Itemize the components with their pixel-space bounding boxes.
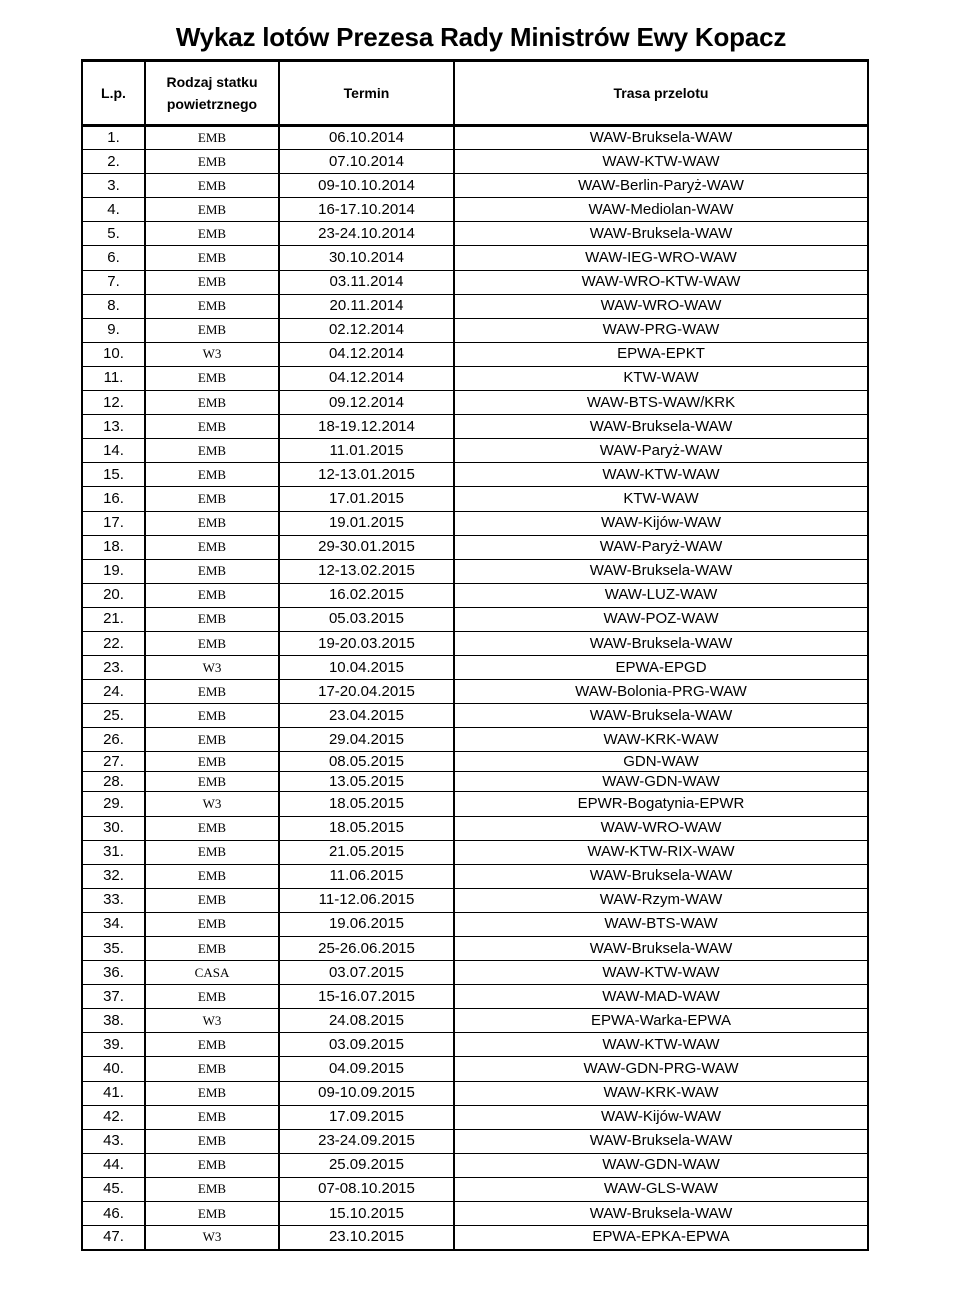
cell-route: WAW-Bruksela-WAW <box>454 1202 868 1226</box>
cell-lp: 36. <box>82 961 145 985</box>
cell-date: 19.06.2015 <box>279 912 454 936</box>
cell-date: 23.04.2015 <box>279 704 454 728</box>
cell-lp: 15. <box>82 463 145 487</box>
cell-aircraft-type: W3 <box>145 1226 279 1250</box>
cell-lp: 19. <box>82 559 145 583</box>
cell-date: 08.05.2015 <box>279 752 454 772</box>
page-title: Wykaz lotów Prezesa Rady Ministrów Ewy Kopacz <box>175 22 787 52</box>
cell-lp: 47. <box>82 1226 145 1250</box>
cell-route: WAW-Bruksela-WAW <box>454 864 868 888</box>
cell-date: 03.07.2015 <box>279 961 454 985</box>
cell-lp: 33. <box>82 888 145 912</box>
table-row <box>82 656 868 680</box>
cell-date: 04.12.2014 <box>279 342 454 366</box>
cell-lp: 28. <box>82 772 145 792</box>
cell-route: WAW-LUZ-WAW <box>454 583 868 607</box>
table-row <box>82 511 868 535</box>
table-row <box>82 1226 868 1250</box>
table-row <box>82 246 868 270</box>
table-row <box>82 294 868 318</box>
cell-lp: 46. <box>82 1202 145 1226</box>
cell-route: WAW-GDN-WAW <box>454 772 868 792</box>
cell-date: 12-13.01.2015 <box>279 463 454 487</box>
table-row <box>82 270 868 294</box>
cell-aircraft-type: EMB <box>145 174 279 198</box>
cell-aircraft-type: EMB <box>145 752 279 772</box>
cell-route: WAW-PRG-WAW <box>454 318 868 342</box>
cell-date: 15-16.07.2015 <box>279 985 454 1009</box>
cell-aircraft-type: EMB <box>145 487 279 511</box>
table-row <box>82 535 868 559</box>
cell-date: 29.04.2015 <box>279 728 454 752</box>
table-row <box>82 772 868 792</box>
cell-route: WAW-GDN-WAW <box>454 1153 868 1177</box>
cell-route: WAW-Berlin-Paryż-WAW <box>454 174 868 198</box>
cell-aircraft-type: EMB <box>145 937 279 961</box>
cell-lp: 20. <box>82 583 145 607</box>
cell-route: WAW-POZ-WAW <box>454 607 868 631</box>
cell-aircraft-type: EMB <box>145 439 279 463</box>
cell-date: 17.09.2015 <box>279 1105 454 1129</box>
cell-lp: 37. <box>82 985 145 1009</box>
cell-route: EPWA-EPKA-EPWA <box>454 1226 868 1250</box>
cell-date: 03.11.2014 <box>279 270 454 294</box>
cell-route: WAW-Bruksela-WAW <box>454 704 868 728</box>
cell-lp: 29. <box>82 792 145 816</box>
cell-route: EPWA-EPKT <box>454 342 868 366</box>
cell-aircraft-type: W3 <box>145 656 279 680</box>
cell-date: 13.05.2015 <box>279 772 454 792</box>
table-row <box>82 126 868 150</box>
table-row <box>82 840 868 864</box>
table-row <box>82 439 868 463</box>
cell-date: 24.08.2015 <box>279 1009 454 1033</box>
cell-route: GDN-WAW <box>454 752 868 772</box>
cell-aircraft-type: EMB <box>145 198 279 222</box>
cell-aircraft-type: EMB <box>145 559 279 583</box>
cell-route: WAW-Paryż-WAW <box>454 535 868 559</box>
cell-route: WAW-Rzym-WAW <box>454 888 868 912</box>
header-aircraft-type: Rodzaj statku powietrznego <box>145 61 279 126</box>
cell-aircraft-type: EMB <box>145 816 279 840</box>
table-row <box>82 680 868 704</box>
cell-lp: 39. <box>82 1033 145 1057</box>
cell-date: 11-12.06.2015 <box>279 888 454 912</box>
table-row <box>82 792 868 816</box>
table-row <box>82 752 868 772</box>
cell-date: 19.01.2015 <box>279 511 454 535</box>
cell-route: EPWR-Bogatynia-EPWR <box>454 792 868 816</box>
cell-date: 03.09.2015 <box>279 1033 454 1057</box>
cell-route: WAW-Bruksela-WAW <box>454 937 868 961</box>
cell-aircraft-type: EMB <box>145 511 279 535</box>
cell-route: WAW-GDN-PRG-WAW <box>454 1057 868 1081</box>
cell-route: WAW-MAD-WAW <box>454 985 868 1009</box>
cell-route: WAW-KTW-WAW <box>454 1033 868 1057</box>
cell-route: WAW-KTW-WAW <box>454 150 868 174</box>
cell-aircraft-type: EMB <box>145 150 279 174</box>
cell-lp: 44. <box>82 1153 145 1177</box>
header-date: Termin <box>279 61 454 126</box>
cell-route: WAW-WRO-KTW-WAW <box>454 270 868 294</box>
cell-aircraft-type: EMB <box>145 294 279 318</box>
cell-route: WAW-KRK-WAW <box>454 728 868 752</box>
cell-aircraft-type: EMB <box>145 222 279 246</box>
cell-date: 16-17.10.2014 <box>279 198 454 222</box>
cell-aircraft-type: EMB <box>145 1129 279 1153</box>
cell-route: WAW-KTW-RIX-WAW <box>454 840 868 864</box>
table-row <box>82 961 868 985</box>
cell-date: 23-24.09.2015 <box>279 1129 454 1153</box>
cell-date: 12-13.02.2015 <box>279 559 454 583</box>
cell-lp: 24. <box>82 680 145 704</box>
cell-lp: 41. <box>82 1081 145 1105</box>
cell-aircraft-type: EMB <box>145 391 279 415</box>
table-row <box>82 728 868 752</box>
cell-lp: 1. <box>82 126 145 150</box>
cell-date: 18.05.2015 <box>279 816 454 840</box>
cell-lp: 7. <box>82 270 145 294</box>
cell-lp: 30. <box>82 816 145 840</box>
table-row <box>82 1057 868 1081</box>
cell-aircraft-type: W3 <box>145 1009 279 1033</box>
cell-aircraft-type: W3 <box>145 792 279 816</box>
table-row <box>82 487 868 511</box>
cell-lp: 13. <box>82 415 145 439</box>
table-row <box>82 631 868 655</box>
cell-lp: 12. <box>82 391 145 415</box>
cell-aircraft-type: EMB <box>145 463 279 487</box>
cell-lp: 4. <box>82 198 145 222</box>
cell-route: WAW-Bruksela-WAW <box>454 559 868 583</box>
cell-route: EPWA-EPGD <box>454 656 868 680</box>
cell-aircraft-type: EMB <box>145 840 279 864</box>
cell-lp: 38. <box>82 1009 145 1033</box>
cell-aircraft-type: EMB <box>145 126 279 150</box>
cell-aircraft-type: EMB <box>145 912 279 936</box>
table-row <box>82 342 868 366</box>
table-row <box>82 1033 868 1057</box>
cell-date: 17-20.04.2015 <box>279 680 454 704</box>
cell-date: 02.12.2014 <box>279 318 454 342</box>
cell-lp: 32. <box>82 864 145 888</box>
table-row <box>82 1177 868 1201</box>
cell-route: WAW-WRO-WAW <box>454 816 868 840</box>
cell-date: 23-24.10.2014 <box>279 222 454 246</box>
table-row <box>82 816 868 840</box>
cell-aircraft-type: EMB <box>145 1153 279 1177</box>
table-row <box>82 607 868 631</box>
cell-route: WAW-GLS-WAW <box>454 1177 868 1201</box>
table-row <box>82 583 868 607</box>
cell-date: 04.09.2015 <box>279 1057 454 1081</box>
cell-date: 11.06.2015 <box>279 864 454 888</box>
header-lp: L.p. <box>82 61 145 126</box>
cell-aircraft-type: EMB <box>145 1177 279 1201</box>
cell-route: KTW-WAW <box>454 487 868 511</box>
cell-date: 07.10.2014 <box>279 150 454 174</box>
table-row <box>82 198 868 222</box>
cell-aircraft-type: W3 <box>145 342 279 366</box>
cell-lp: 9. <box>82 318 145 342</box>
table-row <box>82 1105 868 1129</box>
cell-route: WAW-KTW-WAW <box>454 463 868 487</box>
cell-aircraft-type: CASA <box>145 961 279 985</box>
table-row <box>82 985 868 1009</box>
table-body <box>82 126 868 1250</box>
cell-aircraft-type: EMB <box>145 535 279 559</box>
cell-aircraft-type: EMB <box>145 318 279 342</box>
cell-lp: 18. <box>82 535 145 559</box>
cell-lp: 31. <box>82 840 145 864</box>
cell-aircraft-type: EMB <box>145 864 279 888</box>
table-row <box>82 150 868 174</box>
cell-date: 06.10.2014 <box>279 126 454 150</box>
cell-route: WAW-Bruksela-WAW <box>454 631 868 655</box>
table-row <box>82 1153 868 1177</box>
table-row <box>82 888 868 912</box>
cell-date: 05.03.2015 <box>279 607 454 631</box>
cell-date: 20.11.2014 <box>279 294 454 318</box>
cell-aircraft-type: EMB <box>145 246 279 270</box>
cell-lp: 25. <box>82 704 145 728</box>
cell-date: 30.10.2014 <box>279 246 454 270</box>
cell-aircraft-type: EMB <box>145 888 279 912</box>
cell-lp: 14. <box>82 439 145 463</box>
cell-aircraft-type: EMB <box>145 772 279 792</box>
cell-aircraft-type: EMB <box>145 680 279 704</box>
cell-date: 29-30.01.2015 <box>279 535 454 559</box>
cell-lp: 34. <box>82 912 145 936</box>
cell-aircraft-type: EMB <box>145 1057 279 1081</box>
cell-route: WAW-BTS-WAW/KRK <box>454 391 868 415</box>
table-row <box>82 174 868 198</box>
cell-lp: 45. <box>82 1177 145 1201</box>
cell-aircraft-type: EMB <box>145 704 279 728</box>
cell-date: 16.02.2015 <box>279 583 454 607</box>
cell-aircraft-type: EMB <box>145 607 279 631</box>
cell-date: 18-19.12.2014 <box>279 415 454 439</box>
table-row <box>82 864 868 888</box>
table-row <box>82 463 868 487</box>
cell-date: 11.01.2015 <box>279 439 454 463</box>
cell-route: WAW-BTS-WAW <box>454 912 868 936</box>
cell-date: 09-10.10.2014 <box>279 174 454 198</box>
table-row <box>82 912 868 936</box>
cell-lp: 27. <box>82 752 145 772</box>
table-header-row <box>82 61 868 126</box>
cell-lp: 10. <box>82 342 145 366</box>
cell-lp: 11. <box>82 366 145 390</box>
header-route: Trasa przelotu <box>454 61 868 126</box>
cell-lp: 17. <box>82 511 145 535</box>
cell-route: WAW-KTW-WAW <box>454 961 868 985</box>
cell-route: WAW-Paryż-WAW <box>454 439 868 463</box>
cell-aircraft-type: EMB <box>145 1202 279 1226</box>
cell-route: WAW-Kijów-WAW <box>454 1105 868 1129</box>
cell-date: 19-20.03.2015 <box>279 631 454 655</box>
cell-aircraft-type: EMB <box>145 366 279 390</box>
cell-date: 17.01.2015 <box>279 487 454 511</box>
cell-aircraft-type: EMB <box>145 1105 279 1129</box>
cell-route: WAW-Bruksela-WAW <box>454 415 868 439</box>
cell-aircraft-type: EMB <box>145 270 279 294</box>
cell-aircraft-type: EMB <box>145 583 279 607</box>
cell-route: WAW-Mediolan-WAW <box>454 198 868 222</box>
table-row <box>82 704 868 728</box>
cell-route: WAW-Bruksela-WAW <box>454 222 868 246</box>
cell-aircraft-type: EMB <box>145 415 279 439</box>
table-row <box>82 1202 868 1226</box>
cell-date: 07-08.10.2015 <box>279 1177 454 1201</box>
cell-lp: 21. <box>82 607 145 631</box>
cell-aircraft-type: EMB <box>145 1033 279 1057</box>
cell-date: 10.04.2015 <box>279 656 454 680</box>
cell-route: WAW-KRK-WAW <box>454 1081 868 1105</box>
cell-lp: 6. <box>82 246 145 270</box>
cell-lp: 5. <box>82 222 145 246</box>
cell-lp: 42. <box>82 1105 145 1129</box>
cell-route: EPWA-Warka-EPWA <box>454 1009 868 1033</box>
cell-date: 09-10.09.2015 <box>279 1081 454 1105</box>
cell-route: KTW-WAW <box>454 366 868 390</box>
cell-route: WAW-IEG-WRO-WAW <box>454 246 868 270</box>
cell-lp: 3. <box>82 174 145 198</box>
table-row <box>82 366 868 390</box>
cell-date: 21.05.2015 <box>279 840 454 864</box>
table-row <box>82 415 868 439</box>
cell-lp: 16. <box>82 487 145 511</box>
flights-table <box>81 59 869 1251</box>
cell-date: 25-26.06.2015 <box>279 937 454 961</box>
cell-lp: 23. <box>82 656 145 680</box>
cell-route: WAW-Bolonia-PRG-WAW <box>454 680 868 704</box>
cell-route: WAW-Kijów-WAW <box>454 511 868 535</box>
cell-lp: 8. <box>82 294 145 318</box>
cell-lp: 2. <box>82 150 145 174</box>
cell-aircraft-type: EMB <box>145 985 279 1009</box>
table-row <box>82 391 868 415</box>
cell-route: WAW-Bruksela-WAW <box>454 1129 868 1153</box>
cell-date: 25.09.2015 <box>279 1153 454 1177</box>
table-row <box>82 1129 868 1153</box>
cell-date: 09.12.2014 <box>279 391 454 415</box>
cell-date: 18.05.2015 <box>279 792 454 816</box>
cell-date: 23.10.2015 <box>279 1226 454 1250</box>
cell-date: 04.12.2014 <box>279 366 454 390</box>
cell-aircraft-type: EMB <box>145 631 279 655</box>
cell-lp: 22. <box>82 631 145 655</box>
cell-route: WAW-WRO-WAW <box>454 294 868 318</box>
cell-date: 15.10.2015 <box>279 1202 454 1226</box>
table-row <box>82 937 868 961</box>
table-row <box>82 222 868 246</box>
cell-lp: 35. <box>82 937 145 961</box>
cell-lp: 26. <box>82 728 145 752</box>
table-row <box>82 559 868 583</box>
cell-route: WAW-Bruksela-WAW <box>454 126 868 150</box>
table-row <box>82 1009 868 1033</box>
cell-lp: 40. <box>82 1057 145 1081</box>
cell-aircraft-type: EMB <box>145 1081 279 1105</box>
cell-aircraft-type: EMB <box>145 728 279 752</box>
table-row <box>82 1081 868 1105</box>
table-row <box>82 318 868 342</box>
cell-lp: 43. <box>82 1129 145 1153</box>
